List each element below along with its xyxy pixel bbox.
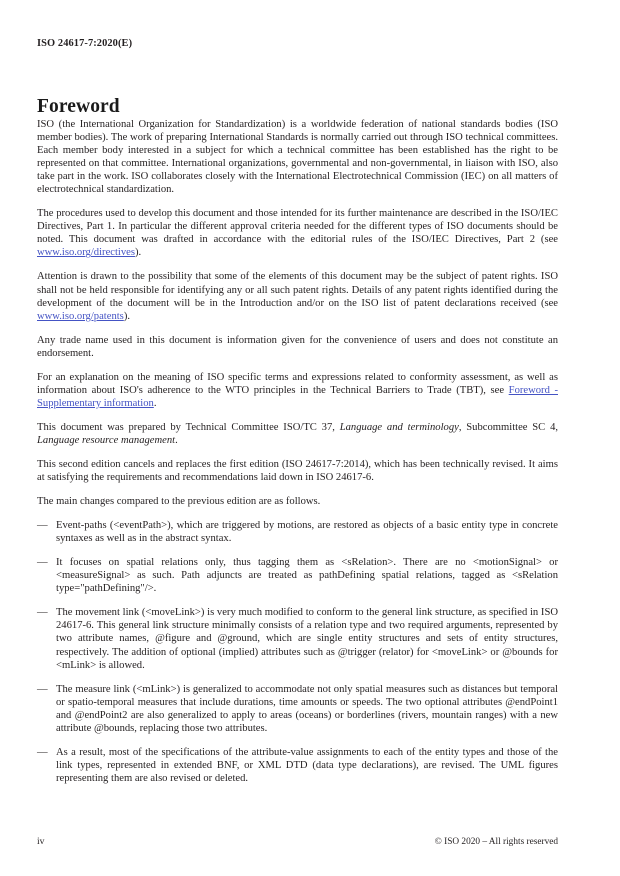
dash-bullet-icon: — xyxy=(37,683,48,695)
iso-patents-link[interactable]: www.iso.org/patents xyxy=(37,310,124,322)
subcommittee-title-italic: Language resource management xyxy=(37,434,176,446)
list-item xyxy=(37,519,558,545)
paragraph-procedures-text-after: ). xyxy=(134,247,142,259)
list-item xyxy=(37,746,558,785)
page-number: iv xyxy=(37,836,45,847)
paragraph-main-changes-intro: The main changes compared to the previous edition are as follows. xyxy=(37,496,321,508)
page-title: Foreword xyxy=(37,96,120,118)
list-item-text: It focuses on spatial relations only, thus tagging them as <sRelation>. There are no <motionSignal> or <measureSignal> as such. Path adjuncts are treated as pathDefining spatial relations, tagged as <sRelation type="pathDefining"/>. xyxy=(56,557,558,595)
dash-bullet-icon: — xyxy=(37,520,48,532)
paragraph-procedures xyxy=(37,207,558,259)
committee-title-italic: Language and terminology xyxy=(339,421,459,433)
paragraph-conformity-text-after: . xyxy=(153,397,157,409)
paragraph-committee xyxy=(37,421,558,447)
paragraph-trade-name: Any trade name used in this document is information given for the convenience of users and does not constitute an endorsement. xyxy=(37,334,558,359)
list-item xyxy=(37,683,558,735)
paragraph-patents-text-after: ). xyxy=(123,310,130,322)
paragraph-conformity-text-before: For an explanation on the meaning of ISO specific terms and expressions related to conformity assessment, as well as information about ISO's adherence to the WTO principles in the Technical Barriers to Trade (TBT), see xyxy=(37,371,558,396)
paragraph-committee-text-1: This document was prepared by Technical Committee ISO/TC 37, xyxy=(37,421,340,433)
dash-bullet-icon: — xyxy=(37,557,48,569)
paragraph-committee-text-3: . xyxy=(175,434,178,446)
list-item xyxy=(37,606,558,671)
paragraph-edition: This second edition cancels and replaces the first edition (ISO 24617-7:2014), which has been technically revised. It aims at satisfying the requirements and recommendations laid down in ISO 24617-6. xyxy=(37,458,558,484)
copyright-notice: © ISO 2020 – All rights reserved xyxy=(434,837,558,847)
foreword-body xyxy=(37,118,558,796)
paragraph-scope: ISO (the International Organization for Standardization) is a worldwide federation of national standards bodies (ISO member bodies). The work of preparing International Standards is normally carried out through ISO technical committees. Each member body interested in a subject for which a technical committee has been established has the right to be represented on that committee. International organizations, governmental and non-governmental, in liaison with ISO, also take part in the work. ISO collaborates closely with the International Electrotechnical Commission (IEC) on all matters of electrotechnical standardization. xyxy=(37,119,558,196)
running-header: ISO 24617-7:2020(E) xyxy=(37,38,133,49)
dash-bullet-icon: — xyxy=(37,746,48,758)
paragraph-patents xyxy=(37,270,558,322)
list-item-text: As a result, most of the specifications of the attribute-value assignments to each of the entity types and those of the link types, represented in extended BNF, or XML DTD (data type declarations), are revised. The UML figures representing them are also revised or deleted. xyxy=(56,746,558,784)
paragraph-procedures-text-before: The procedures used to develop this document and those intended for its further maintenance are described in the ISO/IEC Directives, Part 1. In particular the different approval criteria needed for the different types of ISO documents should be noted. This document was drafted in accordance with the editorial rules of the ISO/IEC Directives, Part 2 (see xyxy=(37,208,558,246)
iso-directives-link[interactable]: www.iso.org/directives xyxy=(37,247,135,259)
paragraph-committee-text-2: , Subcommittee SC 4, xyxy=(458,421,559,433)
foreword-supplementary-information-link[interactable]: Foreword - Supplementary information xyxy=(37,384,558,409)
list-item-text: The movement link (<moveLink>) is very much modified to conform to the general link structure, as specified in ISO 24617-6. This general link structure minimally consists of a relation type and two required arguments, represented by two attribute names, @figure and @ground, which are single entity structures and sets of entity structures, respectively. The addition of optional (implied) attributes such as @trigger (relator) for <moveLink> or @bounds for <mLink> is allowed. xyxy=(56,607,558,671)
list-item-text: The measure link (<mLink>) is generalized to accommodate not only spatial measures such as distances but temporal or spatio-temporal measures that include durations, time amounts or speeds. The two optional attributes @endPoint1 and @endPoint2 are also generalized to apply to areas (oceans) or borderlines (rivers, mountain ranges) with a new attribute @bounds, replacing those two attributes. xyxy=(56,683,558,734)
changes-list xyxy=(37,519,558,785)
dash-bullet-icon: — xyxy=(37,607,48,619)
list-item-text: Event-paths (<eventPath>), which are triggered by motions, are restored as objects of a basic entity type in concrete syntaxes as well as in the abstract syntax. xyxy=(56,520,558,545)
paragraph-patents-text-before: Attention is drawn to the possibility that some of the elements of this document may be the subject of patent rights. ISO shall not be held responsible for identifying any or all such patent rights. Details of any patent rights identified during the development of the document will be in the Introduction and/or on the ISO list of patent declarations received (see xyxy=(37,271,558,309)
paragraph-conformity xyxy=(37,371,558,410)
list-item xyxy=(37,556,558,595)
page-footer xyxy=(37,836,558,847)
